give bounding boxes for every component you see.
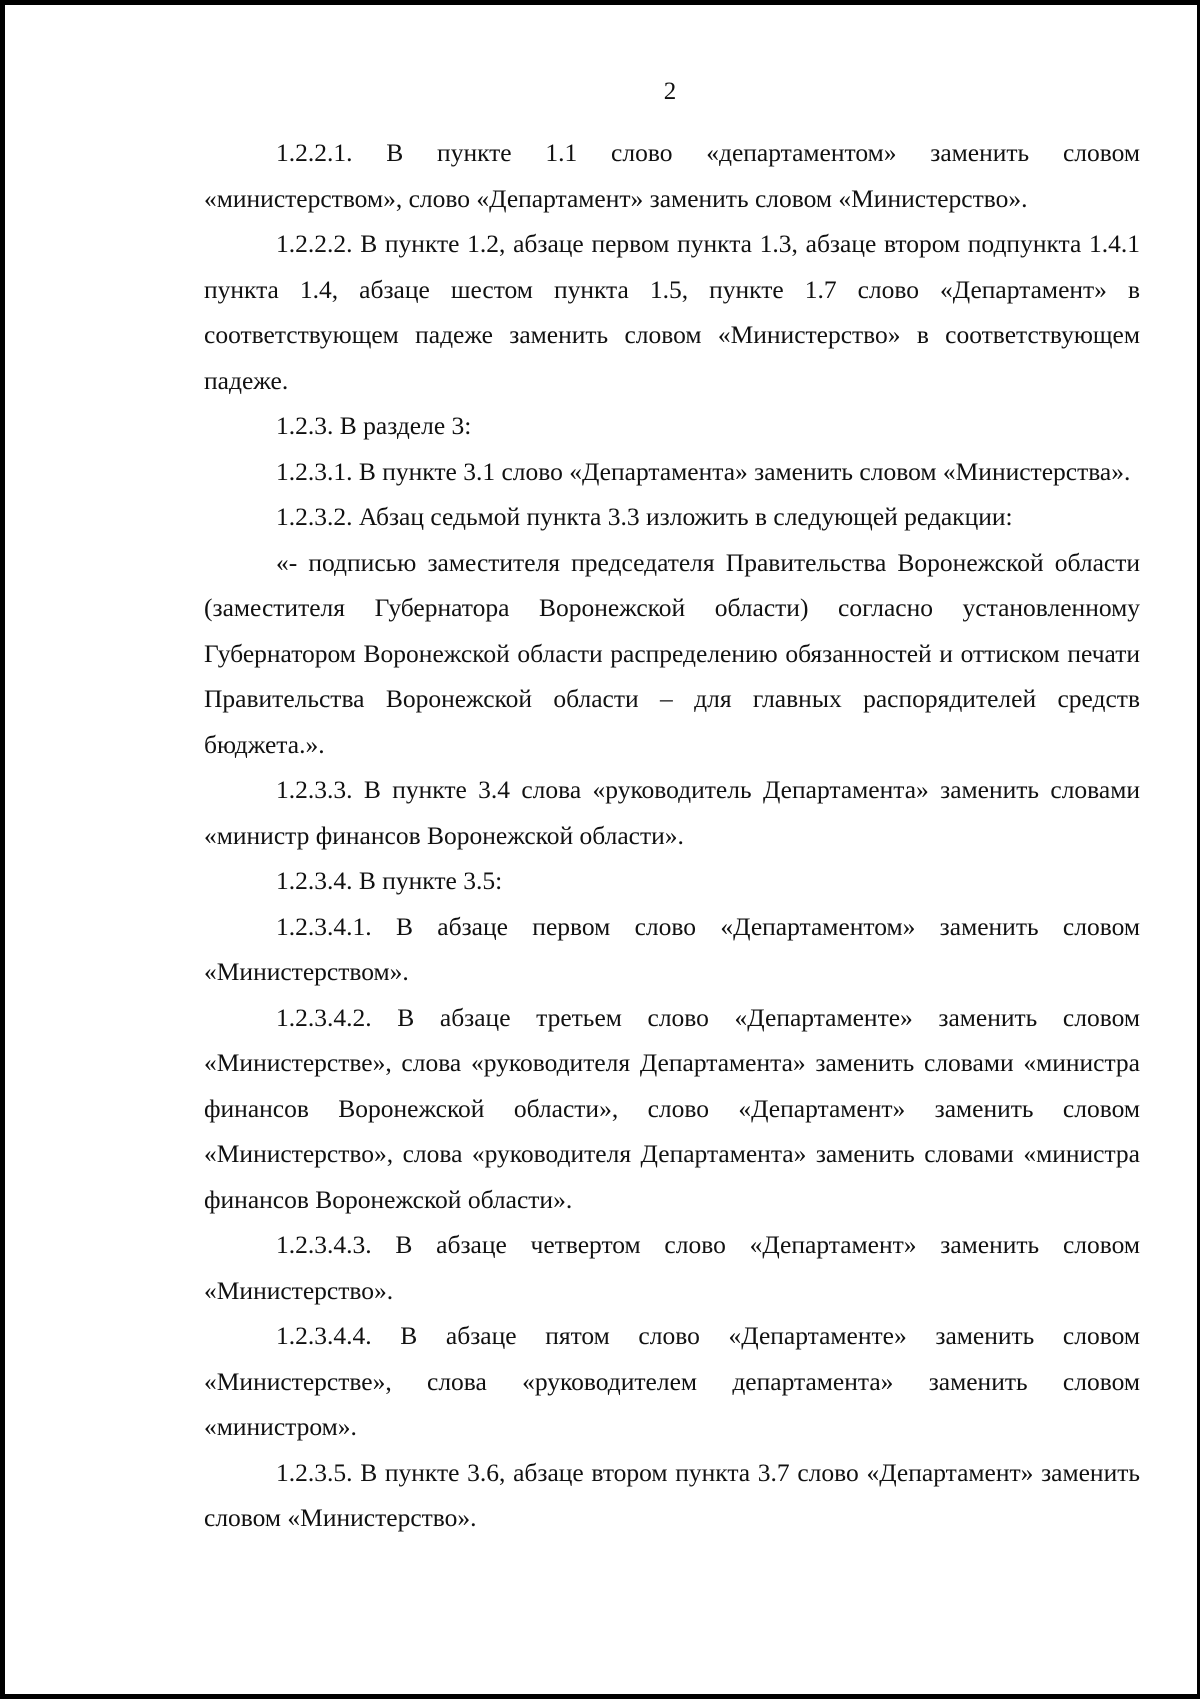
paragraph-1-2-3-5: 1.2.3.5. В пункте 3.6, абзаце втором пункта 3.7 слово «Департамент» заменить словом «Министерство». [204,1457,1140,1532]
paragraph-1-2-3-2: 1.2.3.2. Абзац седьмой пункта 3.3 изложить в следующей редакции: [276,502,1013,531]
document-body [204,130,1140,1541]
paragraph-1-2-3-4-3: 1.2.3.4.3. В абзаце четвертом слово «Департамент» заменить словом «Министерство». [204,1230,1140,1305]
paragraph-1-2-3-4-2: 1.2.3.4.2. В абзаце третьем слово «Департаменте» заменить словом «Министерстве», слова «руководителя Департамента» заменить словами «министра финансов Воронежской области», слово «Департамент» заменить словом «Министерство», слова «руководителя Департамента» заменить словами «министра финансов Воронежской области». [204,1002,1140,1214]
paragraph-1-2-3: 1.2.3. В разделе 3: [276,411,472,440]
quoted-paragraph: «- подписью заместителя председателя Правительства Воронежской области (заместителя Губернатора Воронежской области) согласно установленному Губернатором Воронежской области распределению обязанностей и оттиском печати Правительства Воронежской области – для главных распорядителей средств бюджета.». [204,547,1140,759]
paragraph-1-2-2-1: 1.2.2.1. В пункте 1.1 слово «департаментом» заменить словом «министерством», слово «Департамент» заменить словом «Министерство». [204,138,1140,213]
paragraph-1-2-3-4-4: 1.2.3.4.4. В абзаце пятом слово «Департаменте» заменить словом «Министерстве», слова «руководителем департамента» заменить словом «министром». [204,1321,1140,1441]
paragraph-1-2-3-4-1: 1.2.3.4.1. В абзаце первом слово «Департаментом» заменить словом «Министерством». [204,911,1140,986]
paragraph-1-2-3-4: 1.2.3.4. В пункте 3.5: [276,866,503,895]
paragraph-1-2-3-1: 1.2.3.1. В пункте 3.1 слово «Департамента» заменить словом «Министерства». [276,456,1131,486]
paragraph-1-2-2-2: 1.2.2.2. В пункте 1.2, абзаце первом пункта 1.3, абзаце втором подпункта 1.4.1 пункта 1.4, абзаце шестом пункта 1.5, пункте 1.7 слово «Департамент» в соответствующем падеже заменить словом «Министерство» в соответствующем падеже. [204,229,1140,395]
page-number: 2 [663,78,677,105]
paragraph-1-2-3-3: 1.2.3.3. В пункте 3.4 слова «руководитель Департамента» заменить словами «министр финансов Воронежской области». [204,775,1140,850]
